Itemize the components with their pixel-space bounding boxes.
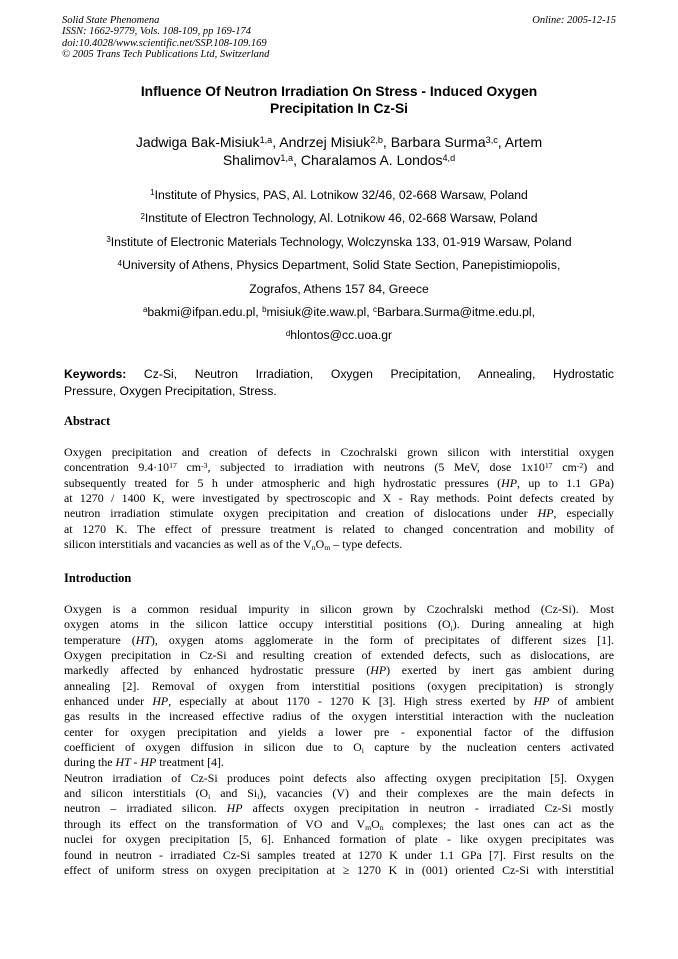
- keywords-line-2: Pressure, Oxygen Precipitation, Stress.: [64, 383, 277, 398]
- text-run: ), vacancies (V) and their complexes are the main defects in: [259, 786, 615, 801]
- author-list: [64, 133, 614, 169]
- intro-line: [64, 740, 614, 755]
- affil-text: Institute of Electron Technology, Al. Lotnikow 46, 02-668 Warsaw, Poland: [144, 211, 538, 226]
- intro-line: found in neutron - irradiated Cz-Si samples treated at 1270 K under 1.1 GPa [7]. First results on the: [64, 847, 614, 862]
- journal-name: Solid State Phenomena: [62, 15, 160, 26]
- subscript: i: [208, 792, 211, 802]
- intro-line: [64, 694, 614, 709]
- email-line: [64, 301, 614, 324]
- text-run: – type defects.: [330, 537, 403, 552]
- title-line-2: Precipitation In Cz-Si: [270, 101, 408, 116]
- intro-line: effect of uniform stress on oxygen precipitation at ≥ 1270 K in (001) oriented Cz-Si with interstitial: [64, 862, 614, 877]
- email-link[interactable]: Barbara.Surma@itme.edu.pl,: [376, 305, 535, 320]
- text-run: complexes; the last ones can act as the: [383, 816, 614, 831]
- author-affil-mark: 3,c: [485, 134, 498, 145]
- email-link[interactable]: misiuk@ite.waw.pl,: [266, 305, 374, 320]
- italic-term: HP: [537, 506, 554, 521]
- author-separator: ,: [497, 134, 505, 150]
- text-run: ) exerted by inert gas ambient during: [386, 663, 614, 678]
- abstract-line: at 1270 / 1400 K, were investigated by spectroscopic and X - Ray methods. Point defects created by: [64, 491, 614, 506]
- title-line-1: Influence Of Neutron Irradiation On Stress - Induced Oxygen: [140, 84, 538, 99]
- text-run: coefficient of oxygen diffusion in silicon due to O: [64, 740, 362, 755]
- issn-line: ISSN: 1662-9779, Vols. 108-109, pp 169-174: [62, 26, 251, 38]
- text-run: neutron – irradiated silicon.: [64, 801, 227, 816]
- author-line-2: [64, 151, 614, 169]
- author-separator: ,: [382, 134, 391, 150]
- affil-text: University of Athens, Physics Department, Solid State Section, Panepistimiopolis,: [122, 258, 561, 273]
- affil-mark: 4: [117, 258, 123, 268]
- subscript: n: [379, 823, 384, 833]
- text-run: and silicon interstitials (O: [64, 786, 209, 801]
- author-affil-mark: 4,d: [442, 152, 456, 163]
- affil-text: Institute of Electronic Materials Technology, Wolczynska 133, 01-919 Warsaw, Poland: [110, 234, 572, 249]
- intro-line: annealing [2]. Removal of oxygen from interstitial positions (oxygen precipitation) is strongly: [64, 678, 614, 693]
- author-affil-mark: 2,b: [370, 134, 383, 145]
- text-run: markedly affected by enhanced hydrostatic pressure (: [64, 663, 371, 678]
- intro-line: nuclei for oxygen precipitation [5, 6]. Enhanced formation of plate - like oxygen precipitates was: [64, 832, 614, 847]
- journal-header: [62, 15, 269, 61]
- author-separator: ,: [272, 134, 280, 150]
- text-run: ). During annealing at high: [452, 617, 615, 632]
- online-date: Online: 2005-12-15: [532, 15, 616, 26]
- email-link[interactable]: hlontos@cc.uoa.gr: [290, 328, 393, 343]
- intro-line: gas results in the increased effective radius of the oxygen interstitial interaction with the nucleation: [64, 709, 614, 724]
- italic-term: HP: [152, 694, 169, 709]
- text-run: capture by the nucleation centers activated: [363, 740, 614, 755]
- text-run: treatment [4].: [156, 755, 224, 770]
- keywords-label: Keywords:: [64, 367, 127, 381]
- text-run: during the: [64, 755, 116, 770]
- author-name: Barbara Surma: [390, 134, 486, 150]
- keywords-text: Cz-Si, Neutron Irradiation, Oxygen Precipitation, Annealing, Hydrostatic: [126, 367, 614, 381]
- subscript: i: [257, 792, 260, 802]
- abstract-line: Oxygen precipitation and creation of defects in Czochralski grown silicon with interstitial oxygen: [64, 445, 614, 459]
- author-name: Shalimov: [222, 152, 281, 168]
- paper-title: [64, 83, 614, 117]
- subscript: m: [365, 823, 372, 833]
- doi-line[interactable]: doi:10.4028/www.scientific.net/SSP.108-109.169: [62, 37, 267, 49]
- text-run: , especially at about 1170 - 1270 K [3]. High stress exerted by: [168, 694, 534, 709]
- abstract-line: at 1270 K. The effect of pressure treatment is related to changed concentration and mobility of: [64, 521, 614, 536]
- exponent: 17: [169, 460, 177, 470]
- text-run: of ambient: [549, 694, 614, 709]
- text-run: ) and: [583, 460, 615, 475]
- text-run: and Si: [210, 786, 258, 801]
- intro-line: center for oxygen precipitation and yields a lower pre - exponential factor of the diffusion: [64, 724, 614, 739]
- intro-line: [64, 663, 614, 678]
- affiliation-4-cont: Zografos, Athens 157 84, Greece: [249, 281, 429, 296]
- subscript: m: [324, 543, 331, 553]
- author-name: Artem: [504, 134, 543, 150]
- affil-mark: 3: [106, 235, 111, 245]
- email-mark: a: [143, 305, 148, 315]
- author-name: Charalamos A. Londos: [300, 152, 443, 168]
- copyright-line: © 2005 Trans Tech Publications Ltd, Switzerland: [62, 49, 270, 61]
- affiliation-1: [64, 184, 614, 207]
- italic-term: HP: [501, 475, 517, 490]
- intro-line: [64, 755, 614, 770]
- abstract-text: [64, 445, 614, 552]
- subscript: i: [361, 746, 364, 756]
- text-run: O: [315, 537, 325, 552]
- email-link[interactable]: bakmi@ifpan.edu.pl,: [147, 305, 263, 320]
- text-run: oxygen atoms in the silicon lattice occupy interstitial positions (O: [64, 617, 451, 632]
- introduction-heading: Introduction: [64, 571, 132, 585]
- affil-text: Institute of Physics, PAS, Al. Lotnikow 32/46, 02-668 Warsaw, Poland: [154, 188, 528, 202]
- author-line-1: [64, 133, 614, 151]
- keywords: [64, 366, 614, 399]
- email-mark: c: [373, 305, 377, 315]
- text-run: through its effect on the transformation of VO and V: [64, 816, 366, 831]
- intro-line: [64, 817, 614, 832]
- keywords-line-1: [64, 366, 614, 383]
- affiliation-4: [64, 254, 614, 277]
- text-run: , up to 1.1 GPa): [516, 475, 614, 490]
- intro-line: Oxygen is a common residual impurity in silicon grown by Czochralski method (Cz-Si). Most: [64, 602, 614, 616]
- exponent: -3: [201, 460, 208, 470]
- affiliation-3: [64, 231, 614, 254]
- text-run: enhanced under: [64, 694, 153, 709]
- text-run: affects oxygen precipitation in neutron - irradiated Cz-Si mostly: [242, 801, 614, 816]
- introduction-text: [64, 602, 614, 878]
- subscript: n: [311, 543, 316, 553]
- text-run: cm: [176, 460, 202, 475]
- email-mark: b: [262, 305, 267, 315]
- text-run: , subjected to irradiation with neutrons (5 MeV, dose 1x10: [207, 460, 545, 475]
- author-affil-mark: 1,a: [259, 134, 273, 145]
- text-run: O: [371, 816, 380, 831]
- text-run: silicon interstitials and vacancies as well as of the V: [64, 537, 312, 552]
- intro-line: Neutron irradiation of Cz-Si produces point defects also affecting oxygen precipitation [5]. Oxygen: [64, 770, 614, 785]
- italic-term: HT - HP: [115, 755, 157, 770]
- intro-line: [64, 801, 614, 816]
- author-name: Andrzej Misiuk: [279, 134, 371, 150]
- abstract-line: [64, 476, 614, 491]
- subscript: i: [450, 623, 453, 633]
- italic-term: HP: [533, 694, 550, 709]
- text-run: subsequently treated for 5 h under atmospheric and high hydrostatic pressures (: [64, 475, 502, 490]
- text-run: ), oxygen atoms agglomerate in the form of precipitates of different sizes [1].: [150, 632, 614, 647]
- italic-term: HT: [135, 632, 151, 647]
- abstract-line: [64, 460, 614, 475]
- text-run: , especially: [553, 506, 614, 521]
- text-run: neutron irradiation stimulate oxygen precipitation and creation of dislocations under: [64, 506, 538, 521]
- text-run: concentration 9.4·10: [64, 460, 170, 475]
- italic-term: HP: [226, 801, 243, 816]
- intro-line: [64, 786, 614, 801]
- affiliation-2: [64, 207, 614, 230]
- author-affil-mark: 1,a: [280, 152, 294, 163]
- affiliations: [64, 184, 614, 348]
- intro-line: [64, 617, 614, 632]
- author-name: Jadwiga Bak-Misiuk: [135, 134, 260, 150]
- intro-line: Oxygen precipitation in Cz-Si and resulting creation of extended defects, such as dislocations, are: [64, 648, 614, 663]
- affil-mark: 1: [150, 188, 155, 198]
- italic-term: HP: [370, 663, 387, 678]
- exponent: 17: [544, 460, 553, 470]
- exponent: -2: [576, 460, 584, 470]
- affil-mark: 2: [140, 211, 145, 221]
- text-run: temperature (: [64, 632, 136, 647]
- email-mark: d: [285, 328, 291, 338]
- abstract-heading: Abstract: [64, 414, 111, 428]
- text-run: cm: [552, 460, 577, 475]
- abstract-line: [64, 537, 614, 552]
- author-separator: ,: [293, 152, 301, 168]
- intro-line: [64, 633, 614, 648]
- email-line-2: [64, 324, 614, 347]
- abstract-line: [64, 506, 614, 521]
